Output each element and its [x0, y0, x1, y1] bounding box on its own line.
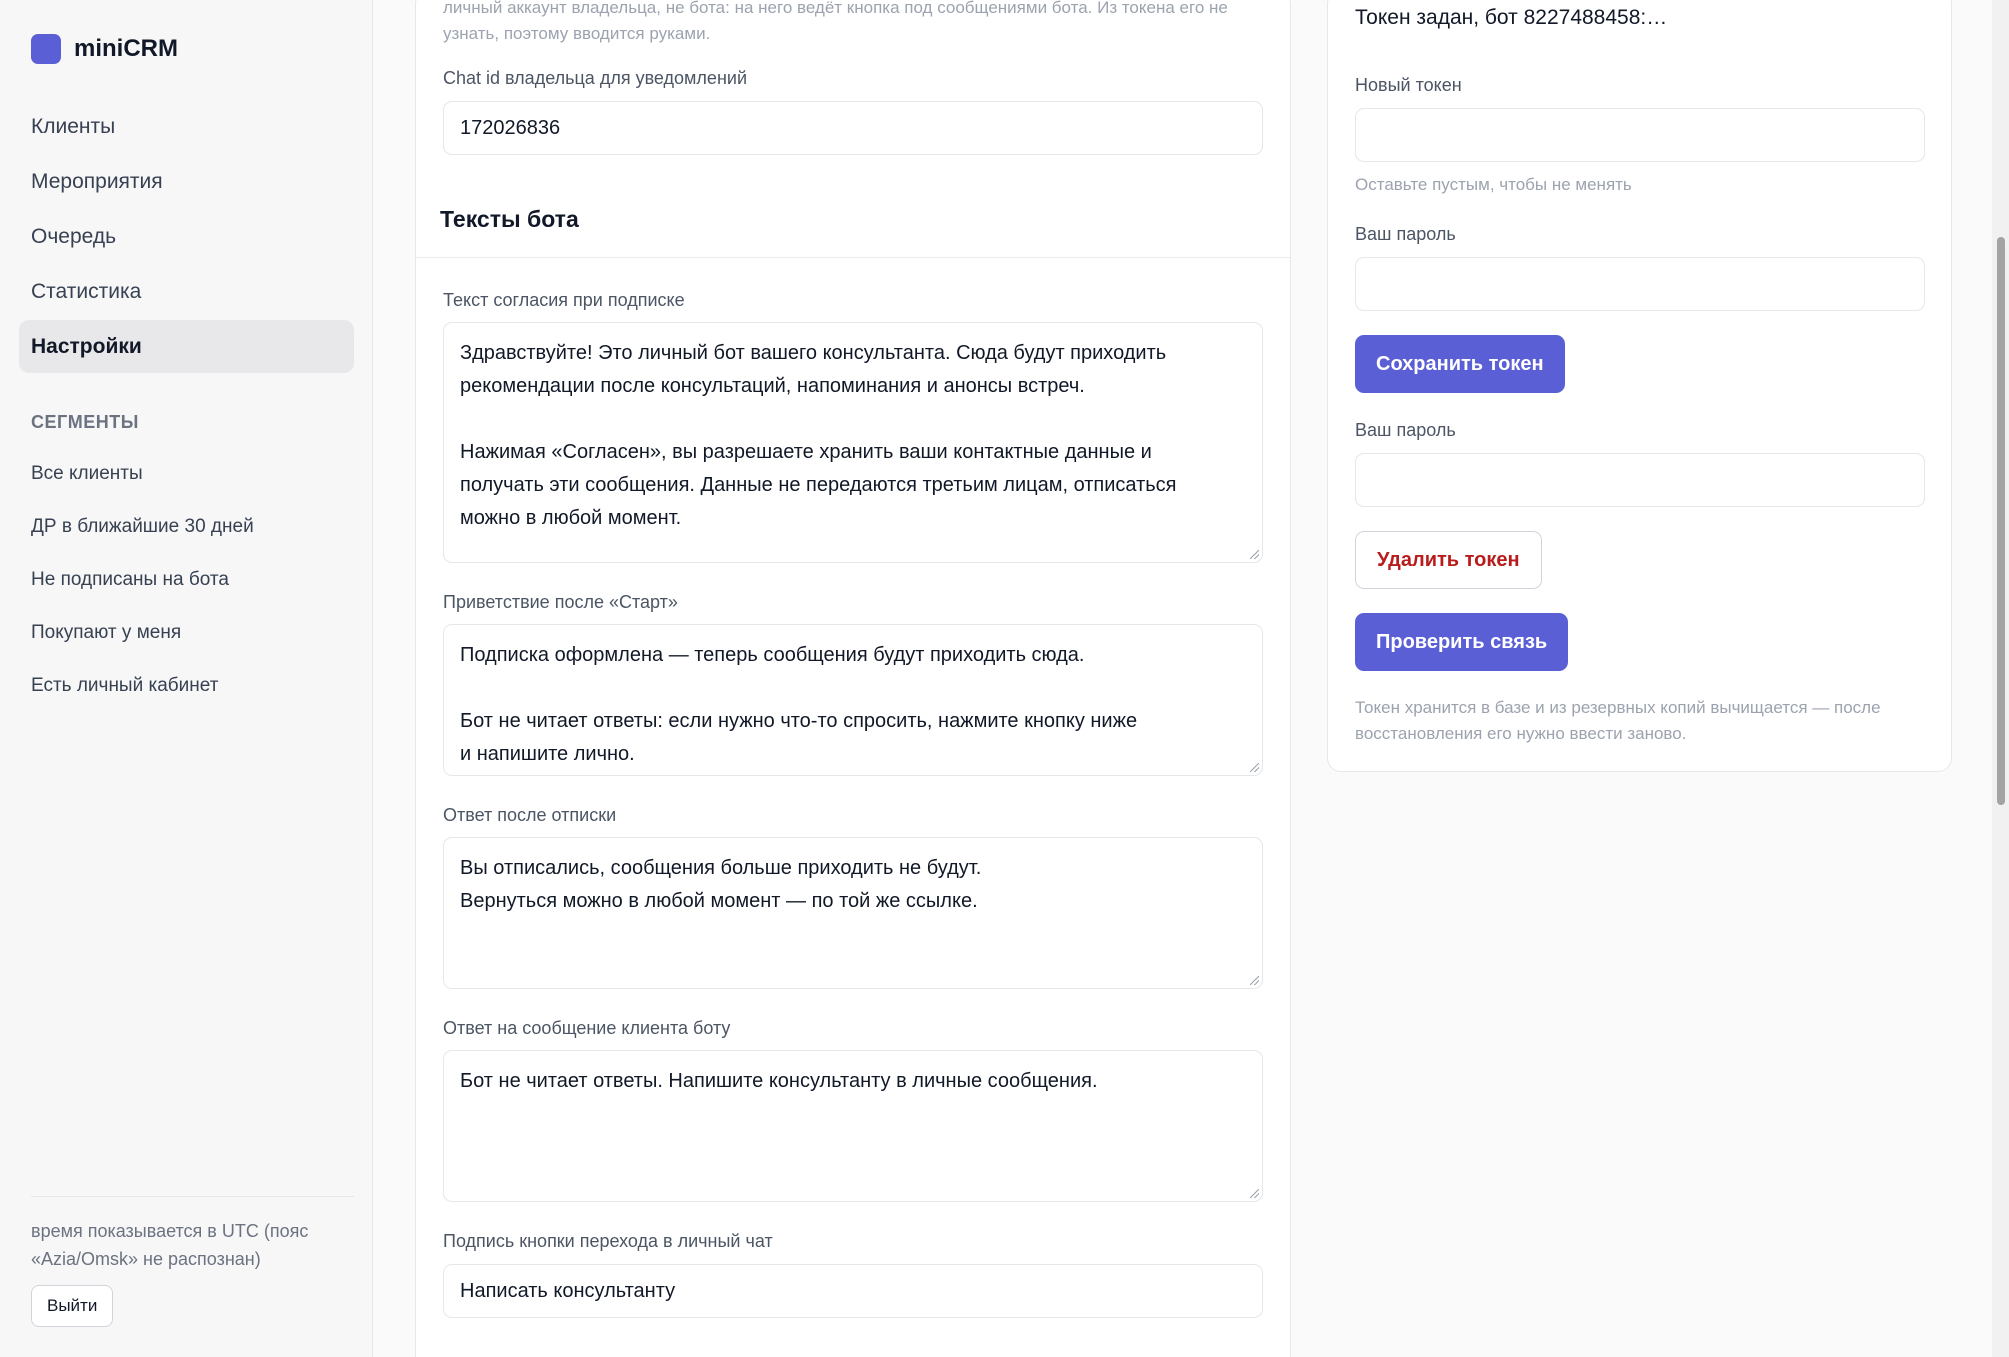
consent-textarea[interactable]: Здравствуйте! Это личный бот вашего консультанта. Сюда будут приходить рекомендации после консультаций, напоминания и анонсы встреч. Нажимая «Согласен», вы разрешаете хранить ваши контактные данные и получать эти сообщения. Данные не передаются третьим лицам, отписаться можно в любой момент. — [443, 322, 1263, 563]
token-storage-help: Токен хранится в базе и из резервных копий вычищается — после восстановления его нужно ввести заново. — [1355, 698, 1881, 743]
new-token-label: Новый токен — [1355, 75, 1462, 95]
owner-chat-label: Chat id владельца для уведомлений — [443, 68, 747, 88]
segment-birthdays[interactable]: ДР в ближайшие 30 дней — [31, 515, 254, 537]
client-reply-label: Ответ на сообщение клиента боту — [443, 1018, 731, 1038]
bot-texts-title: Тексты бота — [440, 206, 579, 232]
password-input-delete[interactable] — [1355, 453, 1925, 507]
new-token-input[interactable] — [1355, 108, 1925, 162]
main-nav — [19, 100, 354, 375]
welcome-textarea[interactable]: Подписка оформлена — теперь сообщения будут приходить сюда. Бот не читает ответы: если нужно что-то спросить, нажмите кнопку ниже и напишите лично. — [443, 624, 1263, 776]
nav-item-queue[interactable]: Очередь — [31, 224, 117, 248]
save-token-button[interactable]: Сохранить токен — [1355, 335, 1565, 393]
client-reply-textarea[interactable]: Бот не читает ответы. Напишите консультанту в личные сообщения. — [443, 1050, 1263, 1202]
nav-item-statistics[interactable]: Статистика — [31, 279, 142, 303]
section-divider — [416, 257, 1290, 258]
password-label-save: Ваш пароль — [1355, 224, 1456, 244]
segment-all-clients[interactable]: Все клиенты — [31, 462, 143, 484]
new-token-help: Оставьте пустым, чтобы не менять — [1355, 175, 1632, 194]
logout-button[interactable]: Выйти — [31, 1285, 113, 1327]
consent-text-label: Текст согласия при подписке — [443, 290, 685, 310]
segment-has-cabinet[interactable]: Есть личный кабинет — [31, 674, 219, 696]
chat-button-label: Подпись кнопки перехода в личный чат — [443, 1231, 773, 1251]
segment-buy-from-me[interactable]: Покупают у меня — [31, 621, 182, 643]
unsubscribe-text-label: Ответ после отписки — [443, 805, 617, 825]
owner-chat-input[interactable]: 172026836 — [443, 101, 1263, 155]
segment-not-subscribed[interactable]: Не подписаны на бота — [31, 568, 229, 590]
password-input-save[interactable] — [1355, 257, 1925, 311]
nav-item-events[interactable]: Мероприятия — [31, 169, 163, 193]
delete-token-button[interactable]: Удалить токен — [1355, 531, 1542, 589]
check-connection-button[interactable]: Проверить связь — [1355, 613, 1568, 671]
owner-account-help: личный аккаунт владельца, не бота: на него ведёт кнопка под сообщениями бота. Из токена его не узнать, поэтому вводится руками. — [443, 0, 1228, 43]
token-status: Токен задан, бот 8227488458:… — [1355, 6, 1668, 29]
scrollbar-thumb[interactable] — [1997, 237, 2005, 805]
nav-item-clients[interactable]: Клиенты — [31, 114, 116, 138]
welcome-text-label: Приветствие после «Старт» — [443, 592, 678, 612]
chat-button-input[interactable]: Написать консультанту — [443, 1264, 1263, 1318]
timezone-note: время показывается в UTC (пояс «Azia/Omsk» не распознан) — [31, 1221, 309, 1269]
brand-name: miniCRM — [74, 35, 178, 62]
segments-heading: СЕГМЕНТЫ — [31, 412, 139, 432]
password-label-delete: Ваш пароль — [1355, 420, 1456, 440]
unsubscribe-textarea[interactable]: Вы отписались, сообщения больше приходить не будут. Вернуться можно в любой момент — по той же ссылке. — [443, 837, 1263, 989]
brand[interactable] — [31, 34, 178, 64]
sidebar — [0, 0, 373, 1357]
segments-list — [19, 447, 354, 712]
nav-item-settings[interactable]: Настройки — [19, 320, 354, 373]
brand-logo-icon — [31, 34, 61, 64]
sidebar-footer — [31, 1196, 354, 1327]
